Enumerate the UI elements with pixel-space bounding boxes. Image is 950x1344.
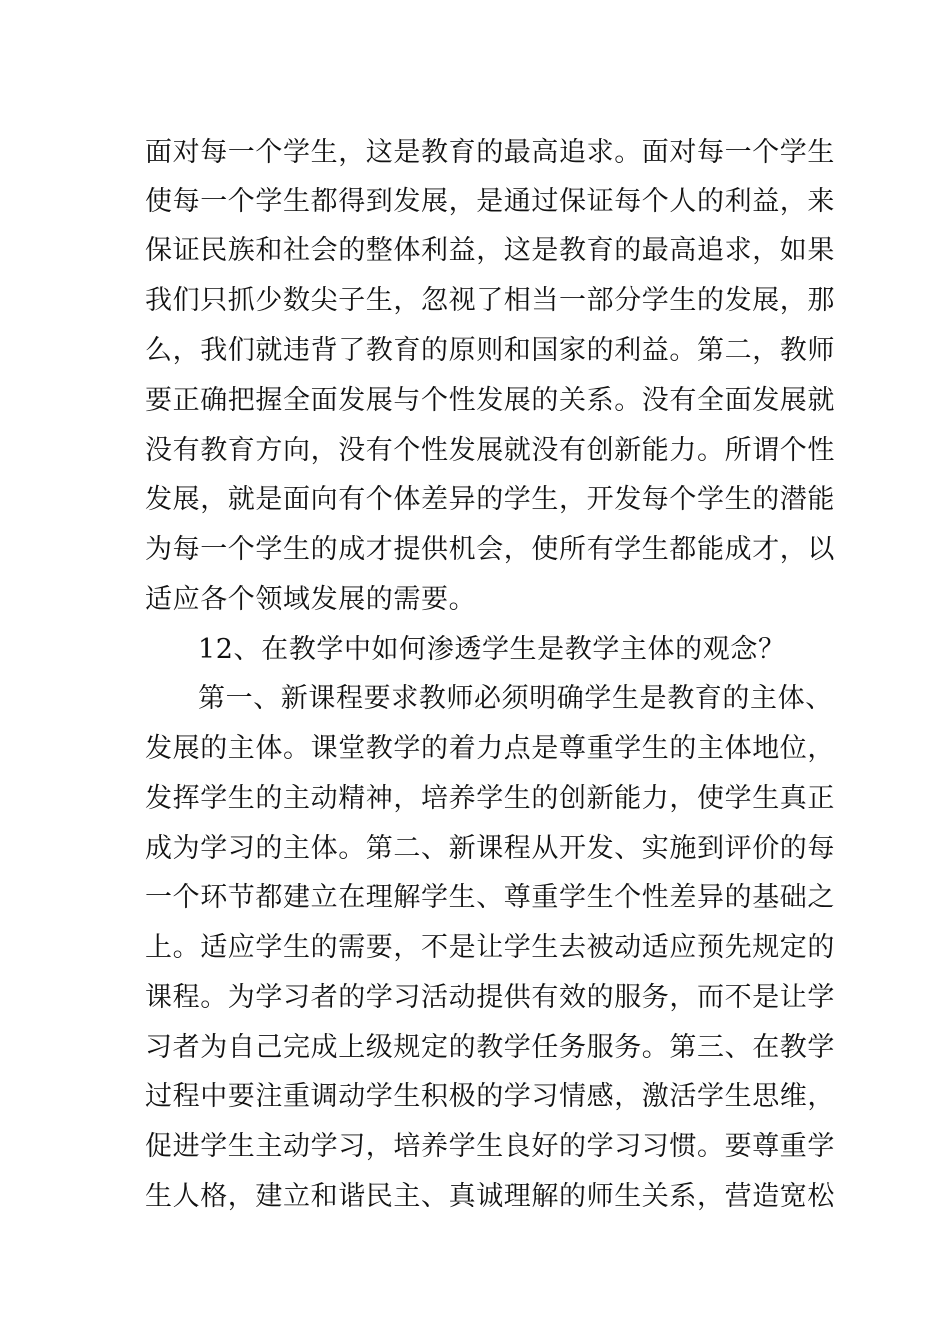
text-line: 成为学习的主体。第二、新课程从开发、实施到评价的每 <box>145 833 835 864</box>
text-line: 使每一个学生都得到发展，是通过保证每个人的利益，来 <box>145 186 835 217</box>
question-heading: 12、在教学中如何渗透学生是教学主体的观念？ <box>198 634 786 665</box>
text-line: 么，我们就违背了教育的原则和国家的利益。第二，教师 <box>145 335 835 366</box>
text-line: 发展，就是面向有个体差异的学生，开发每个学生的潜能 <box>145 484 835 515</box>
text-line: 生人格，建立和谐民主、真诚理解的师生关系，营造宽松 <box>145 1181 835 1212</box>
text-line: 保证民族和社会的整体利益，这是教育的最高追求，如果 <box>145 235 835 266</box>
text-line: 没有教育方向，没有个性发展就没有创新能力。所谓个性 <box>145 435 835 466</box>
text-line: 促进学生主动学习，培养学生良好的学习习惯。要尊重学 <box>145 1131 835 1162</box>
text-line: 面对每一个学生，这是教育的最高追求。面对每一个学生 <box>145 137 835 168</box>
text-line: 发展的主体。课堂教学的着力点是尊重学生的主体地位， <box>145 733 835 764</box>
text-line: 课程。为学习者的学习活动提供有效的服务，而不是让学 <box>145 982 835 1013</box>
text-line: 习者为自己完成上级规定的教学任务服务。第三、在教学 <box>145 1032 835 1063</box>
text-line: 过程中要注重调动学生积极的学习情感，激活学生思维， <box>145 1081 835 1112</box>
text-line: 我们只抓少数尖子生，忽视了相当一部分学生的发展，那 <box>145 285 835 316</box>
text-line: 一个环节都建立在理解学生、尊重学生个性差异的基础之 <box>145 882 835 913</box>
text-line: 上。适应学生的需要，不是让学生去被动适应预先规定的 <box>145 932 835 963</box>
text-line: 发挥学生的主动精神，培养学生的创新能力，使学生真正 <box>145 783 835 814</box>
text-line: 第一、新课程要求教师必须明确学生是教育的主体、 <box>198 683 833 714</box>
text-line: 适应各个领域发展的需要。 <box>145 584 477 615</box>
text-line: 要正确把握全面发展与个性发展的关系。没有全面发展就 <box>145 385 835 416</box>
text-line: 为每一个学生的成才提供机会，使所有学生都能成才，以 <box>145 534 835 565</box>
